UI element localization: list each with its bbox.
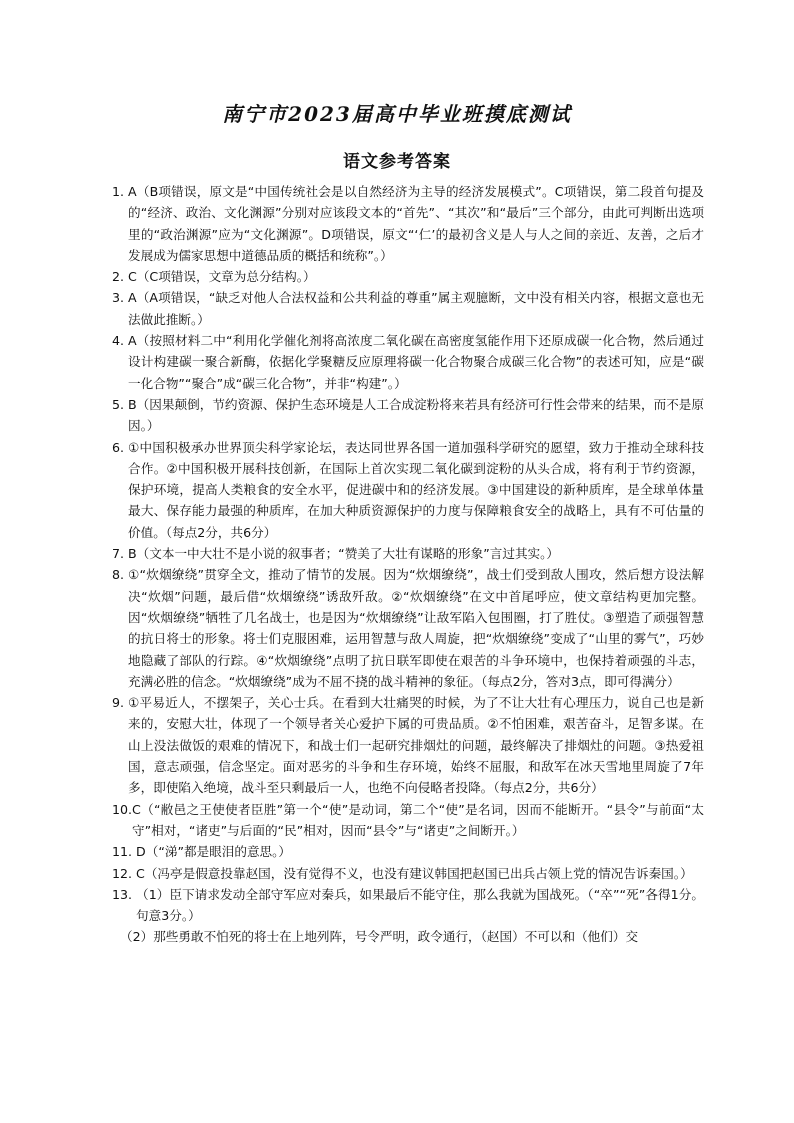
document-subtitle: 语文参考答案 [343, 152, 451, 172]
answer-text: ①“炊烟缭绕”贯穿全文，推动了情节的发展。因为“炊烟缭绕”，战士们受到敌人围攻，然后想方设法解决“炊烟”问题，最后借“炊烟缭绕”诱敌歼敌。②“炊烟缭绕”在文中首尾呼应，使文章结构更加完整。因“炊烟缭绕”牺牲了几名战士，也是因为“炊烟缭绕”让敌军陷入包围圈，打了胜仗。③塑造了顽强智慧的抗日将士的形象。将士们克服困难，运用智慧与敌人周旋，把“炊烟缭绕”变成了“山里的雾气”，巧妙地隐藏了部队的行踪。④“炊烟缭绕”点明了抗日联军即使在艰苦的斗争环境中，也保持着顽强的斗志，充满必胜的信念。“炊烟缭绕”成为不屈不挠的战斗精神的象征。（每点2分，答对3点，即可得满分） [128, 567, 704, 689]
answer-number: 1. [112, 184, 129, 199]
answer-item [112, 564, 704, 692]
answer-text: C（C项错误，文章为总分结构。） [128, 269, 316, 285]
answer-item [112, 287, 704, 330]
answer-number: 9. [112, 695, 129, 711]
answer-number: 6. [112, 439, 129, 455]
answer-item [112, 884, 704, 927]
answer-item [112, 437, 704, 543]
answer-item [112, 692, 704, 798]
answer-item [112, 394, 704, 437]
answer-number: 8. [112, 567, 129, 583]
answer-item [112, 181, 704, 266]
answer-list [112, 181, 704, 948]
answer-number: 11. [112, 844, 137, 860]
answer-text: D（“涕”都是眼泪的意思。） [136, 844, 292, 860]
answer-text: （1）臣下请求发动全部守军应对秦兵，如果最后不能守住，那么我就为国战死。（“卒”“死”各得1分。句意3分。） [136, 886, 704, 924]
answer-item [112, 841, 704, 862]
answer-text: A（按照材料二中“利用化学催化剂将高浓度二氧化碳在高密度氢能作用下还原成碳一化合物，然后通过设计构建碳一聚合新酶，依据化学聚糖反应原理将碳一化合物聚合成碳三化合物”的表述可知，应是“碳一化合物”“聚合”成“碳三化合物”，并非“构建”。） [128, 333, 704, 391]
answer-item [112, 330, 704, 394]
answer-item [112, 543, 704, 564]
answer-item [112, 266, 704, 287]
answer-text: B（因果颠倒，节约资源、保护生态环境是人工合成淀粉将来若具有经济可行性会带来的结果，而不是原因。） [128, 396, 704, 434]
answer-number: 13. [112, 886, 137, 902]
answer-text: B（文本一中大壮不是小说的叙事者；“赞美了大壮有谋略的形象”言过其实。） [128, 546, 560, 562]
answer-number: 2. [112, 269, 129, 285]
document-title: 南宁市2023届高中毕业班摸底测试 [222, 102, 572, 126]
answer-number: 3. [112, 290, 129, 306]
answer-item [112, 863, 704, 884]
answer-item [112, 799, 704, 842]
answer-number: 7. [112, 546, 129, 562]
answer-text: A（A项错误，“缺乏对他人合法权益和公共利益的尊重”属主观臆断，文中没有相关内容，根据文意也无法做此推断。） [128, 290, 704, 327]
answer-number: 4. [112, 333, 129, 349]
answer-number: 12. [112, 865, 137, 881]
answer-text: ①中国积极承办世界顶尖科学家论坛，表达同世界各国一道加强科学研究的愿望，致力于推动全球科技合作。②中国积极开展科技创新，在国际上首次实现二氧化碳到淀粉的从头合成，将有利于节约资源，保护环境，提高人类粮食的安全水平，促进碳中和的经济发展。③中国建设的新种质库，是全球单体量最大、保存能力最强的种质库，在加大种质资源保护的力度与保障粮食安全的战略上，具有不可估量的价值。（每点2分，共6分） [128, 439, 704, 540]
answer-text: A（B项错误，原文是“中国传统社会是以自然经济为主导的经济发展模式”。C项错误，第二段首句提及的“经济、政治、文化渊源”分别对应该段文本的“首先”、“其次”和“最后”三个部分，由此可判断出选项里的“政治渊源”应为“文化渊源”。D项错误，原文“‘仁’的最初含义是人与人之间的亲近、友善，之后才发展成为儒家思想中道德品质的概括和统称”。） [128, 184, 704, 263]
answer-sub-item: （2）那些勇敢不怕死的将士在上地列阵，号令严明，政令通行，（赵国）不可以和（他们）交 [120, 929, 639, 945]
answer-text: ①平易近人，不摆架子，关心士兵。在看到大壮痛哭的时候，为了不让大壮有心理压力，说自己也是新来的，安慰大壮，体现了一个领导者关心爱护下属的可贵品质。②不怕困难，艰苦奋斗，足智多谋。在山上没法做饭的艰难的情况下，和战士们一起研究排烟灶的问题，最终解决了排烟灶的问题。③热爱祖国，意志顽强，信念坚定。面对恶劣的斗争和生存环境，始终不屈服，和敌军在冰天雪地里周旋了7年多，即使陷入绝境，战斗至只剩最后一人，也绝不向侵略者投降。（每点2分，共6分） [128, 695, 704, 796]
answer-number: 5. [112, 396, 129, 412]
answer-text: C（冯亭是假意投靠赵国，没有觉得不义，也没有建议韩国把赵国已出兵占领上党的情况告诉秦国。） [136, 865, 693, 881]
answer-text: C（“敝邑之王使使者臣胜”第一个“使”是动词，第二个“使”是名词，因而不能断开。“县令”与前面“太守”相对，“诸吏”与后面的“民”相对，因而“县令”与“诸吏”之间断开。） [132, 801, 704, 838]
answer-number: 10. [112, 801, 133, 817]
